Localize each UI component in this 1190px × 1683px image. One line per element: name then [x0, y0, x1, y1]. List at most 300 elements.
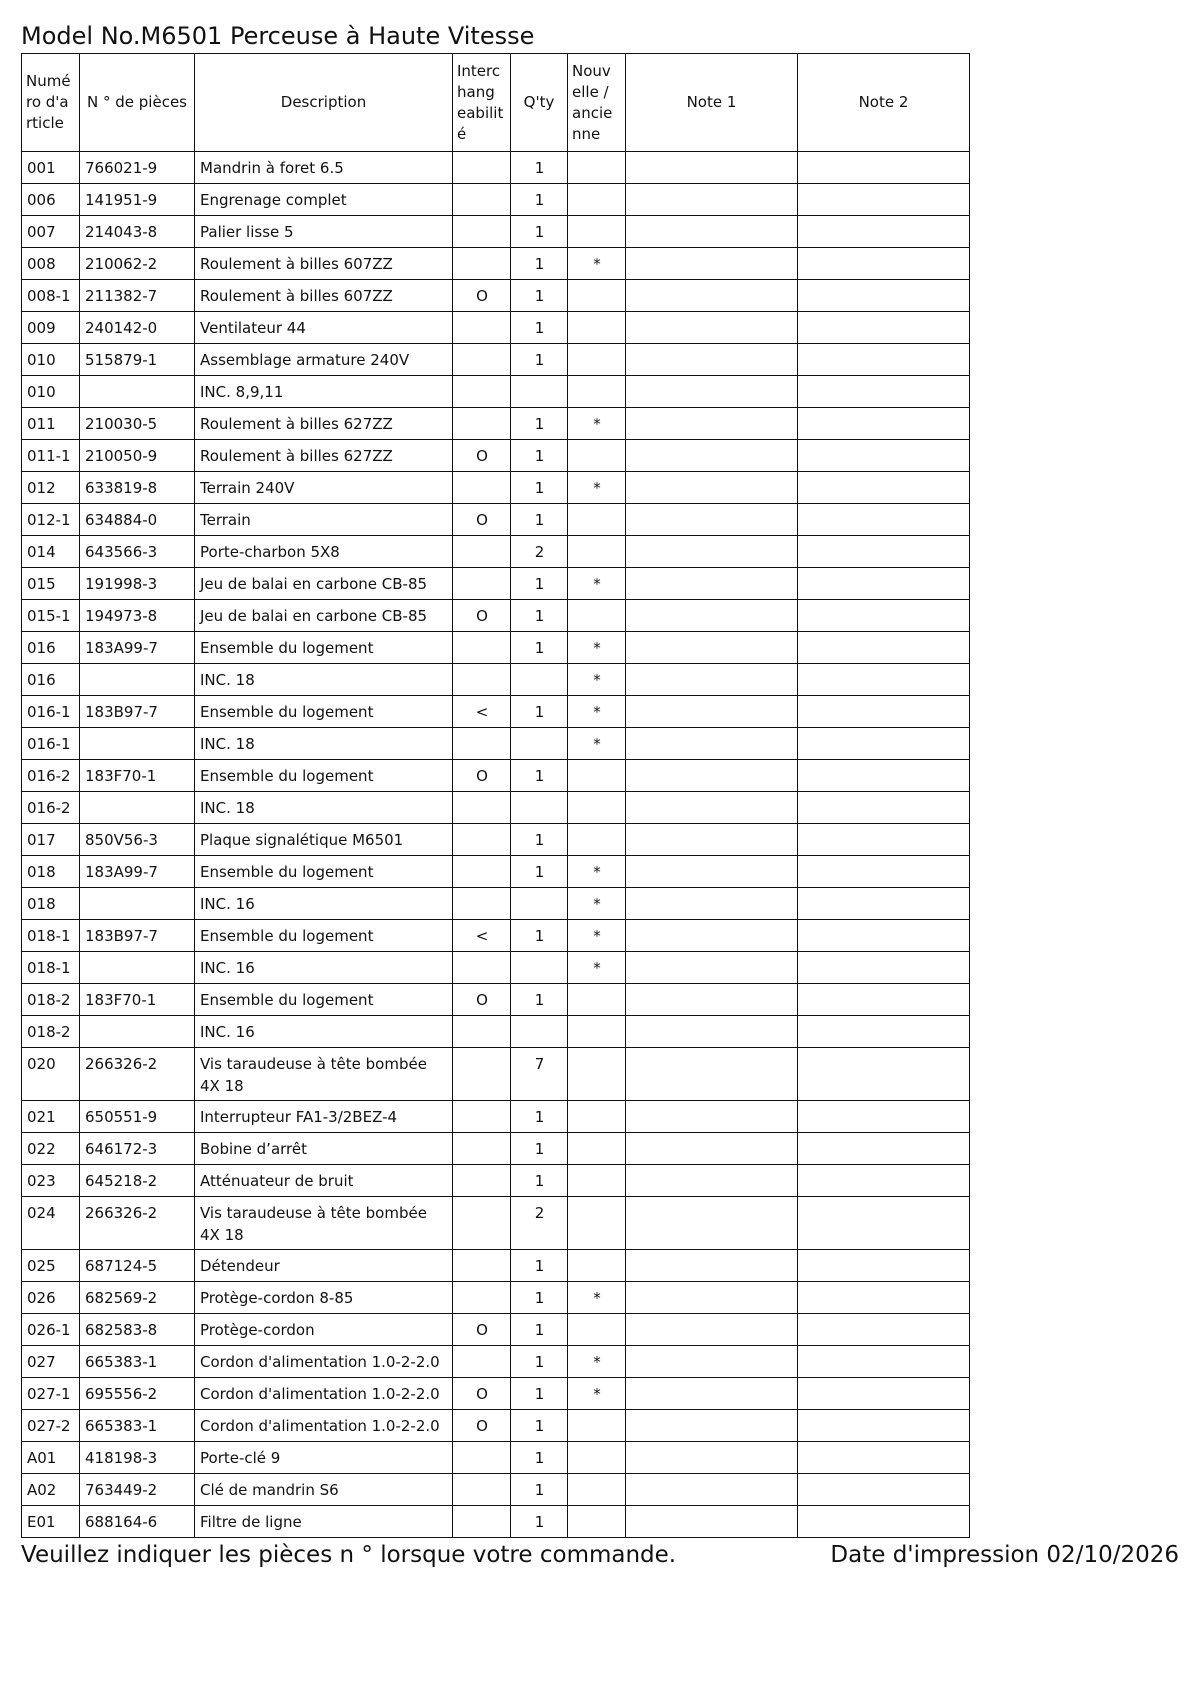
- cell-item-number: 008: [22, 248, 80, 280]
- cell-part-number: 266326-2: [80, 1048, 195, 1101]
- cell-item-number: 027-2: [22, 1410, 80, 1442]
- cell-note-2: [798, 1197, 970, 1250]
- cell-note-1: [626, 1133, 798, 1165]
- cell-note-1: [626, 1165, 798, 1197]
- cell-new-old: *: [568, 920, 626, 952]
- cell-note-2: [798, 248, 970, 280]
- cell-part-number: 266326-2: [80, 1197, 195, 1250]
- cell-quantity: 1: [511, 152, 568, 184]
- cell-description: Roulement à billes 627ZZ: [195, 408, 453, 440]
- cell-part-number: 688164-6: [80, 1506, 195, 1538]
- cell-note-1: [626, 1250, 798, 1282]
- cell-interchangeability: O: [453, 1410, 511, 1442]
- cell-quantity: 1: [511, 184, 568, 216]
- cell-item-number: E01: [22, 1506, 80, 1538]
- cell-note-2: [798, 1474, 970, 1506]
- cell-description: Roulement à billes 607ZZ: [195, 248, 453, 280]
- cell-note-1: [626, 568, 798, 600]
- cell-interchangeability: [453, 632, 511, 664]
- cell-new-old: [568, 600, 626, 632]
- cell-interchangeability: [453, 888, 511, 920]
- cell-part-number: 643566-3: [80, 536, 195, 568]
- cell-description: INC. 16: [195, 952, 453, 984]
- cell-part-number: 763449-2: [80, 1474, 195, 1506]
- cell-description: Jeu de balai en carbone CB-85: [195, 568, 453, 600]
- table-row: [22, 888, 970, 920]
- table-row: [22, 952, 970, 984]
- cell-note-1: [626, 600, 798, 632]
- cell-new-old: [568, 280, 626, 312]
- table-row: [22, 536, 970, 568]
- cell-note-2: [798, 664, 970, 696]
- cell-quantity: 1: [511, 312, 568, 344]
- cell-description: Filtre de ligne: [195, 1506, 453, 1538]
- table-row: [22, 664, 970, 696]
- cell-description: Palier lisse 5: [195, 216, 453, 248]
- cell-description: INC. 18: [195, 728, 453, 760]
- cell-part-number: 183A99-7: [80, 632, 195, 664]
- cell-interchangeability: [453, 664, 511, 696]
- cell-interchangeability: [453, 728, 511, 760]
- order-instruction: Veuillez indiquer les pièces n ° lorsque votre commande.: [21, 1542, 677, 1568]
- cell-quantity: [511, 952, 568, 984]
- cell-note-1: [626, 1101, 798, 1133]
- table-row: [22, 984, 970, 1016]
- cell-interchangeability: [453, 1282, 511, 1314]
- table-row: [22, 1442, 970, 1474]
- cell-new-old: *: [568, 696, 626, 728]
- cell-interchangeability: [453, 152, 511, 184]
- cell-item-number: 018: [22, 856, 80, 888]
- cell-interchangeability: [453, 408, 511, 440]
- cell-note-2: [798, 1133, 970, 1165]
- cell-part-number: [80, 888, 195, 920]
- cell-interchangeability: [453, 472, 511, 504]
- cell-note-2: [798, 344, 970, 376]
- cell-note-2: [798, 1410, 970, 1442]
- cell-item-number: 011-1: [22, 440, 80, 472]
- cell-note-1: [626, 696, 798, 728]
- cell-part-number: 633819-8: [80, 472, 195, 504]
- cell-interchangeability: [453, 1250, 511, 1282]
- cell-new-old: *: [568, 568, 626, 600]
- cell-quantity: 1: [511, 920, 568, 952]
- cell-item-number: 010: [22, 376, 80, 408]
- cell-item-number: 016-1: [22, 696, 80, 728]
- cell-note-2: [798, 184, 970, 216]
- cell-item-number: 012-1: [22, 504, 80, 536]
- cell-interchangeability: [453, 1346, 511, 1378]
- table-row: [22, 728, 970, 760]
- table-row: [22, 760, 970, 792]
- table-row: [22, 1474, 970, 1506]
- table-row: [22, 1165, 970, 1197]
- cell-note-2: [798, 1282, 970, 1314]
- cell-new-old: *: [568, 664, 626, 696]
- cell-part-number: 687124-5: [80, 1250, 195, 1282]
- cell-part-number: 183B97-7: [80, 920, 195, 952]
- cell-new-old: [568, 440, 626, 472]
- cell-note-1: [626, 664, 798, 696]
- cell-item-number: A01: [22, 1442, 80, 1474]
- cell-new-old: [568, 760, 626, 792]
- cell-new-old: [568, 184, 626, 216]
- cell-note-2: [798, 792, 970, 824]
- cell-note-2: [798, 280, 970, 312]
- cell-interchangeability: [453, 1133, 511, 1165]
- table-row: [22, 1048, 970, 1101]
- cell-part-number: [80, 664, 195, 696]
- cell-description: Atténuateur de bruit: [195, 1165, 453, 1197]
- cell-note-2: [798, 600, 970, 632]
- cell-description: Ensemble du logement: [195, 984, 453, 1016]
- cell-description: Protège-cordon 8-85: [195, 1282, 453, 1314]
- table-row: [22, 1410, 970, 1442]
- cell-description: Roulement à billes 607ZZ: [195, 280, 453, 312]
- cell-item-number: 007: [22, 216, 80, 248]
- cell-part-number: 183F70-1: [80, 760, 195, 792]
- cell-part-number: 210062-2: [80, 248, 195, 280]
- cell-new-old: *: [568, 728, 626, 760]
- cell-quantity: 1: [511, 1314, 568, 1346]
- cell-interchangeability: [453, 1474, 511, 1506]
- table-row: [22, 216, 970, 248]
- cell-note-1: [626, 344, 798, 376]
- table-row: [22, 504, 970, 536]
- cell-interchangeability: [453, 856, 511, 888]
- cell-description: Ensemble du logement: [195, 696, 453, 728]
- cell-new-old: *: [568, 952, 626, 984]
- cell-new-old: [568, 312, 626, 344]
- cell-quantity: 1: [511, 984, 568, 1016]
- cell-quantity: 1: [511, 568, 568, 600]
- cell-interchangeability: [453, 824, 511, 856]
- cell-note-2: [798, 1442, 970, 1474]
- cell-note-2: [798, 472, 970, 504]
- cell-quantity: 1: [511, 216, 568, 248]
- cell-part-number: 682583-8: [80, 1314, 195, 1346]
- cell-note-1: [626, 184, 798, 216]
- cell-item-number: 015-1: [22, 600, 80, 632]
- cell-description: Roulement à billes 627ZZ: [195, 440, 453, 472]
- cell-interchangeability: [453, 248, 511, 280]
- cell-item-number: 011: [22, 408, 80, 440]
- cell-quantity: [511, 728, 568, 760]
- cell-item-number: 022: [22, 1133, 80, 1165]
- cell-description: Cordon d'alimentation 1.0-2-2.0: [195, 1346, 453, 1378]
- cell-note-1: [626, 952, 798, 984]
- table-row: [22, 1314, 970, 1346]
- table-row: [22, 344, 970, 376]
- cell-note-2: [798, 632, 970, 664]
- cell-item-number: 026: [22, 1282, 80, 1314]
- cell-item-number: 012: [22, 472, 80, 504]
- cell-description: Vis taraudeuse à tête bombée 4X 18: [195, 1197, 453, 1250]
- cell-quantity: [511, 376, 568, 408]
- header-description: Description: [195, 54, 453, 152]
- cell-description: INC. 16: [195, 888, 453, 920]
- cell-description: Ensemble du logement: [195, 920, 453, 952]
- cell-interchangeability: [453, 1048, 511, 1101]
- cell-note-2: [798, 1314, 970, 1346]
- cell-quantity: 1: [511, 632, 568, 664]
- cell-note-2: [798, 1048, 970, 1101]
- cell-part-number: 194973-8: [80, 600, 195, 632]
- cell-note-2: [798, 824, 970, 856]
- header-note-2: Note 2: [798, 54, 970, 152]
- cell-item-number: 020: [22, 1048, 80, 1101]
- cell-note-1: [626, 920, 798, 952]
- cell-new-old: [568, 1442, 626, 1474]
- cell-note-1: [626, 1410, 798, 1442]
- cell-new-old: [568, 1016, 626, 1048]
- cell-note-2: [798, 536, 970, 568]
- cell-part-number: 183F70-1: [80, 984, 195, 1016]
- cell-quantity: 1: [511, 1282, 568, 1314]
- cell-description: Ensemble du logement: [195, 632, 453, 664]
- table-row: [22, 312, 970, 344]
- cell-description: Plaque signalétique M6501: [195, 824, 453, 856]
- cell-quantity: 1: [511, 600, 568, 632]
- table-row: [22, 920, 970, 952]
- cell-interchangeability: [453, 1165, 511, 1197]
- cell-note-2: [798, 216, 970, 248]
- cell-item-number: 006: [22, 184, 80, 216]
- table-header-row: [22, 54, 970, 152]
- table-row: [22, 472, 970, 504]
- cell-part-number: 695556-2: [80, 1378, 195, 1410]
- cell-note-1: [626, 888, 798, 920]
- cell-description: Terrain 240V: [195, 472, 453, 504]
- cell-note-1: [626, 1282, 798, 1314]
- table-row: [22, 152, 970, 184]
- cell-quantity: 1: [511, 856, 568, 888]
- cell-quantity: 1: [511, 280, 568, 312]
- cell-new-old: [568, 1314, 626, 1346]
- cell-interchangeability: O: [453, 280, 511, 312]
- cell-item-number: 009: [22, 312, 80, 344]
- cell-interchangeability: [453, 1101, 511, 1133]
- cell-quantity: 1: [511, 408, 568, 440]
- cell-new-old: *: [568, 408, 626, 440]
- cell-description: Détendeur: [195, 1250, 453, 1282]
- cell-note-2: [798, 152, 970, 184]
- table-row: [22, 696, 970, 728]
- table-row: [22, 1016, 970, 1048]
- cell-item-number: 008-1: [22, 280, 80, 312]
- cell-new-old: [568, 1474, 626, 1506]
- cell-description: Bobine d’arrêt: [195, 1133, 453, 1165]
- cell-quantity: 1: [511, 1378, 568, 1410]
- cell-interchangeability: O: [453, 1378, 511, 1410]
- cell-description: Assemblage armature 240V: [195, 344, 453, 376]
- cell-quantity: 7: [511, 1048, 568, 1101]
- cell-note-1: [626, 1016, 798, 1048]
- cell-interchangeability: [453, 536, 511, 568]
- cell-interchangeability: [453, 568, 511, 600]
- cell-part-number: 515879-1: [80, 344, 195, 376]
- cell-part-number: 214043-8: [80, 216, 195, 248]
- cell-description: Protège-cordon: [195, 1314, 453, 1346]
- cell-part-number: 645218-2: [80, 1165, 195, 1197]
- cell-item-number: 027: [22, 1346, 80, 1378]
- cell-quantity: 1: [511, 1506, 568, 1538]
- cell-note-2: [798, 1250, 970, 1282]
- cell-new-old: *: [568, 632, 626, 664]
- cell-description: Interrupteur FA1-3/2BEZ-4: [195, 1101, 453, 1133]
- cell-quantity: 1: [511, 824, 568, 856]
- cell-item-number: 023: [22, 1165, 80, 1197]
- cell-part-number: 766021-9: [80, 152, 195, 184]
- header-part-number: N ° de pièces: [80, 54, 195, 152]
- cell-quantity: 1: [511, 440, 568, 472]
- cell-new-old: *: [568, 248, 626, 280]
- table-row: [22, 248, 970, 280]
- table-row: [22, 184, 970, 216]
- cell-new-old: [568, 824, 626, 856]
- header-new-old: Nouv elle / ancie nne: [568, 54, 626, 152]
- cell-description: Vis taraudeuse à tête bombée 4X 18: [195, 1048, 453, 1101]
- cell-description: Cordon d'alimentation 1.0-2-2.0: [195, 1378, 453, 1410]
- table-row: [22, 792, 970, 824]
- cell-note-1: [626, 824, 798, 856]
- cell-new-old: [568, 504, 626, 536]
- cell-part-number: [80, 1016, 195, 1048]
- print-date: Date d'impression 02/10/2026: [830, 1542, 1179, 1568]
- cell-description: Cordon d'alimentation 1.0-2-2.0: [195, 1410, 453, 1442]
- cell-part-number: 850V56-3: [80, 824, 195, 856]
- cell-quantity: 1: [511, 1250, 568, 1282]
- table-row: [22, 632, 970, 664]
- cell-part-number: 646172-3: [80, 1133, 195, 1165]
- cell-part-number: 210030-5: [80, 408, 195, 440]
- table-row: [22, 1346, 970, 1378]
- cell-interchangeability: [453, 792, 511, 824]
- cell-quantity: 1: [511, 504, 568, 536]
- cell-description: Porte-clé 9: [195, 1442, 453, 1474]
- cell-part-number: 665383-1: [80, 1410, 195, 1442]
- cell-description: INC. 16: [195, 1016, 453, 1048]
- cell-note-2: [798, 1506, 970, 1538]
- cell-note-2: [798, 760, 970, 792]
- cell-part-number: 141951-9: [80, 184, 195, 216]
- cell-item-number: 025: [22, 1250, 80, 1282]
- cell-new-old: *: [568, 1378, 626, 1410]
- cell-note-1: [626, 536, 798, 568]
- cell-note-1: [626, 856, 798, 888]
- cell-quantity: 1: [511, 1410, 568, 1442]
- table-row: [22, 1282, 970, 1314]
- cell-new-old: [568, 1506, 626, 1538]
- cell-item-number: 016-2: [22, 792, 80, 824]
- cell-note-1: [626, 152, 798, 184]
- cell-quantity: [511, 1016, 568, 1048]
- cell-note-2: [798, 312, 970, 344]
- cell-note-2: [798, 504, 970, 536]
- cell-new-old: *: [568, 888, 626, 920]
- cell-description: Ventilateur 44: [195, 312, 453, 344]
- cell-note-2: [798, 1016, 970, 1048]
- cell-item-number: 014: [22, 536, 80, 568]
- cell-interchangeability: [453, 312, 511, 344]
- cell-quantity: 2: [511, 1197, 568, 1250]
- cell-description: Ensemble du logement: [195, 760, 453, 792]
- cell-quantity: [511, 888, 568, 920]
- cell-quantity: 1: [511, 760, 568, 792]
- cell-part-number: 210050-9: [80, 440, 195, 472]
- cell-note-1: [626, 440, 798, 472]
- cell-note-1: [626, 472, 798, 504]
- cell-item-number: 021: [22, 1101, 80, 1133]
- cell-note-1: [626, 408, 798, 440]
- cell-item-number: 018-2: [22, 984, 80, 1016]
- table-row: [22, 1133, 970, 1165]
- cell-new-old: [568, 152, 626, 184]
- cell-note-2: [798, 696, 970, 728]
- cell-part-number: 665383-1: [80, 1346, 195, 1378]
- cell-description: INC. 18: [195, 664, 453, 696]
- cell-interchangeability: [453, 184, 511, 216]
- cell-item-number: 016-1: [22, 728, 80, 760]
- cell-new-old: [568, 1101, 626, 1133]
- cell-description: INC. 8,9,11: [195, 376, 453, 408]
- table-row: [22, 824, 970, 856]
- table-row: [22, 440, 970, 472]
- cell-interchangeability: O: [453, 760, 511, 792]
- cell-description: Engrenage complet: [195, 184, 453, 216]
- cell-part-number: [80, 376, 195, 408]
- cell-new-old: [568, 376, 626, 408]
- cell-part-number: 183A99-7: [80, 856, 195, 888]
- page-title: Model No.M6501 Perceuse à Haute Vitesse: [21, 22, 535, 50]
- cell-part-number: 634884-0: [80, 504, 195, 536]
- cell-interchangeability: <: [453, 696, 511, 728]
- cell-note-1: [626, 216, 798, 248]
- cell-part-number: 650551-9: [80, 1101, 195, 1133]
- cell-note-1: [626, 1048, 798, 1101]
- cell-item-number: 016-2: [22, 760, 80, 792]
- cell-note-1: [626, 984, 798, 1016]
- cell-part-number: [80, 728, 195, 760]
- cell-item-number: 018-1: [22, 920, 80, 952]
- cell-item-number: 026-1: [22, 1314, 80, 1346]
- cell-interchangeability: O: [453, 984, 511, 1016]
- cell-note-2: [798, 920, 970, 952]
- cell-new-old: [568, 984, 626, 1016]
- cell-new-old: [568, 536, 626, 568]
- cell-interchangeability: [453, 1016, 511, 1048]
- cell-part-number: 682569-2: [80, 1282, 195, 1314]
- cell-quantity: [511, 792, 568, 824]
- cell-new-old: [568, 1197, 626, 1250]
- cell-item-number: 018-1: [22, 952, 80, 984]
- cell-interchangeability: [453, 216, 511, 248]
- cell-quantity: 1: [511, 1133, 568, 1165]
- cell-interchangeability: [453, 1442, 511, 1474]
- cell-new-old: [568, 216, 626, 248]
- header-quantity: Q'ty: [511, 54, 568, 152]
- table-row: [22, 280, 970, 312]
- cell-note-2: [798, 408, 970, 440]
- cell-quantity: 1: [511, 1346, 568, 1378]
- table-row: [22, 1101, 970, 1133]
- header-interchangeability: Interc hang eabilit é: [453, 54, 511, 152]
- cell-note-1: [626, 1346, 798, 1378]
- cell-interchangeability: [453, 1506, 511, 1538]
- cell-new-old: [568, 792, 626, 824]
- cell-note-1: [626, 1378, 798, 1410]
- header-item-number: Numé ro d'a rticle: [22, 54, 80, 152]
